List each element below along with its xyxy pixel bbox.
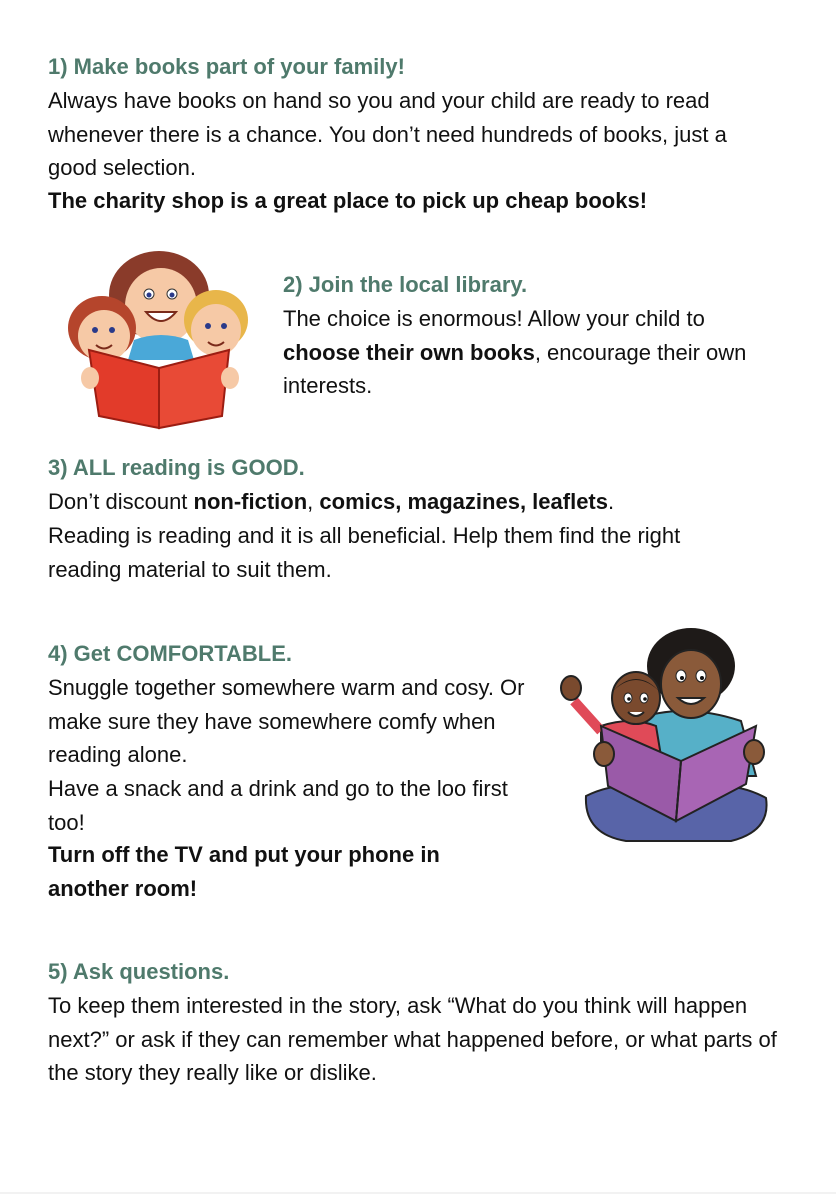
section-3-body-end: .: [607, 489, 615, 514]
section-1-bold-tip: The charity shop is a great place to pick up cheap books!: [48, 188, 648, 213]
section-2-body-bold: choose their own books: [283, 339, 535, 365]
section-3-bold-nonfiction: non-fiction: [193, 489, 308, 514]
section-2-body: [283, 302, 753, 403]
section-2-heading: 2) Join the local library.: [283, 272, 528, 297]
section-3-heading: 3) ALL reading is GOOD.: [48, 455, 305, 480]
section-5-body: To keep them interested in the story, ask “What do you think will happen next?” or ask if they can remember what happened before, or what parts of the story they really like or dislike.: [48, 993, 777, 1085]
section-3-body-2: Reading is reading and it is all beneficial. Help them find the right reading material to suit them.: [48, 523, 681, 582]
section-1-heading: 1) Make books part of your family!: [48, 54, 405, 79]
section-5-heading: 5) Ask questions.: [48, 959, 230, 984]
section-1-body: Always have books on hand so you and your child are ready to read whenever there is a chance. You don’t need hundreds of books, just a good selection.: [48, 88, 727, 180]
father-and-son-reading-icon: [556, 626, 796, 850]
section-3-bold-comics: comics, magazines, leaflets: [319, 489, 608, 514]
section-2-body-end: , encourage their own interests.: [283, 339, 747, 398]
section-3-sep: ,: [307, 489, 320, 514]
section-4-bold-tip: Turn off the TV and put your phone in another room!: [48, 842, 440, 901]
page-bottom-divider: [0, 1192, 836, 1194]
section-4-body-2: Have a snack and a drink and go to the loo first too!: [48, 776, 508, 835]
section-4-body: Snuggle together somewhere warm and cosy. Or make sure they have somewhere comfy when reading alone.: [48, 675, 525, 767]
section-2-body-start: The choice is enormous! Allow your child to: [283, 306, 705, 331]
section-4-heading: 4) Get COMFORTABLE.: [48, 641, 293, 666]
mother-and-children-reading-icon: [64, 250, 254, 432]
section-3-body: [48, 485, 788, 519]
section-3-body-start: Don’t discount: [48, 489, 194, 514]
